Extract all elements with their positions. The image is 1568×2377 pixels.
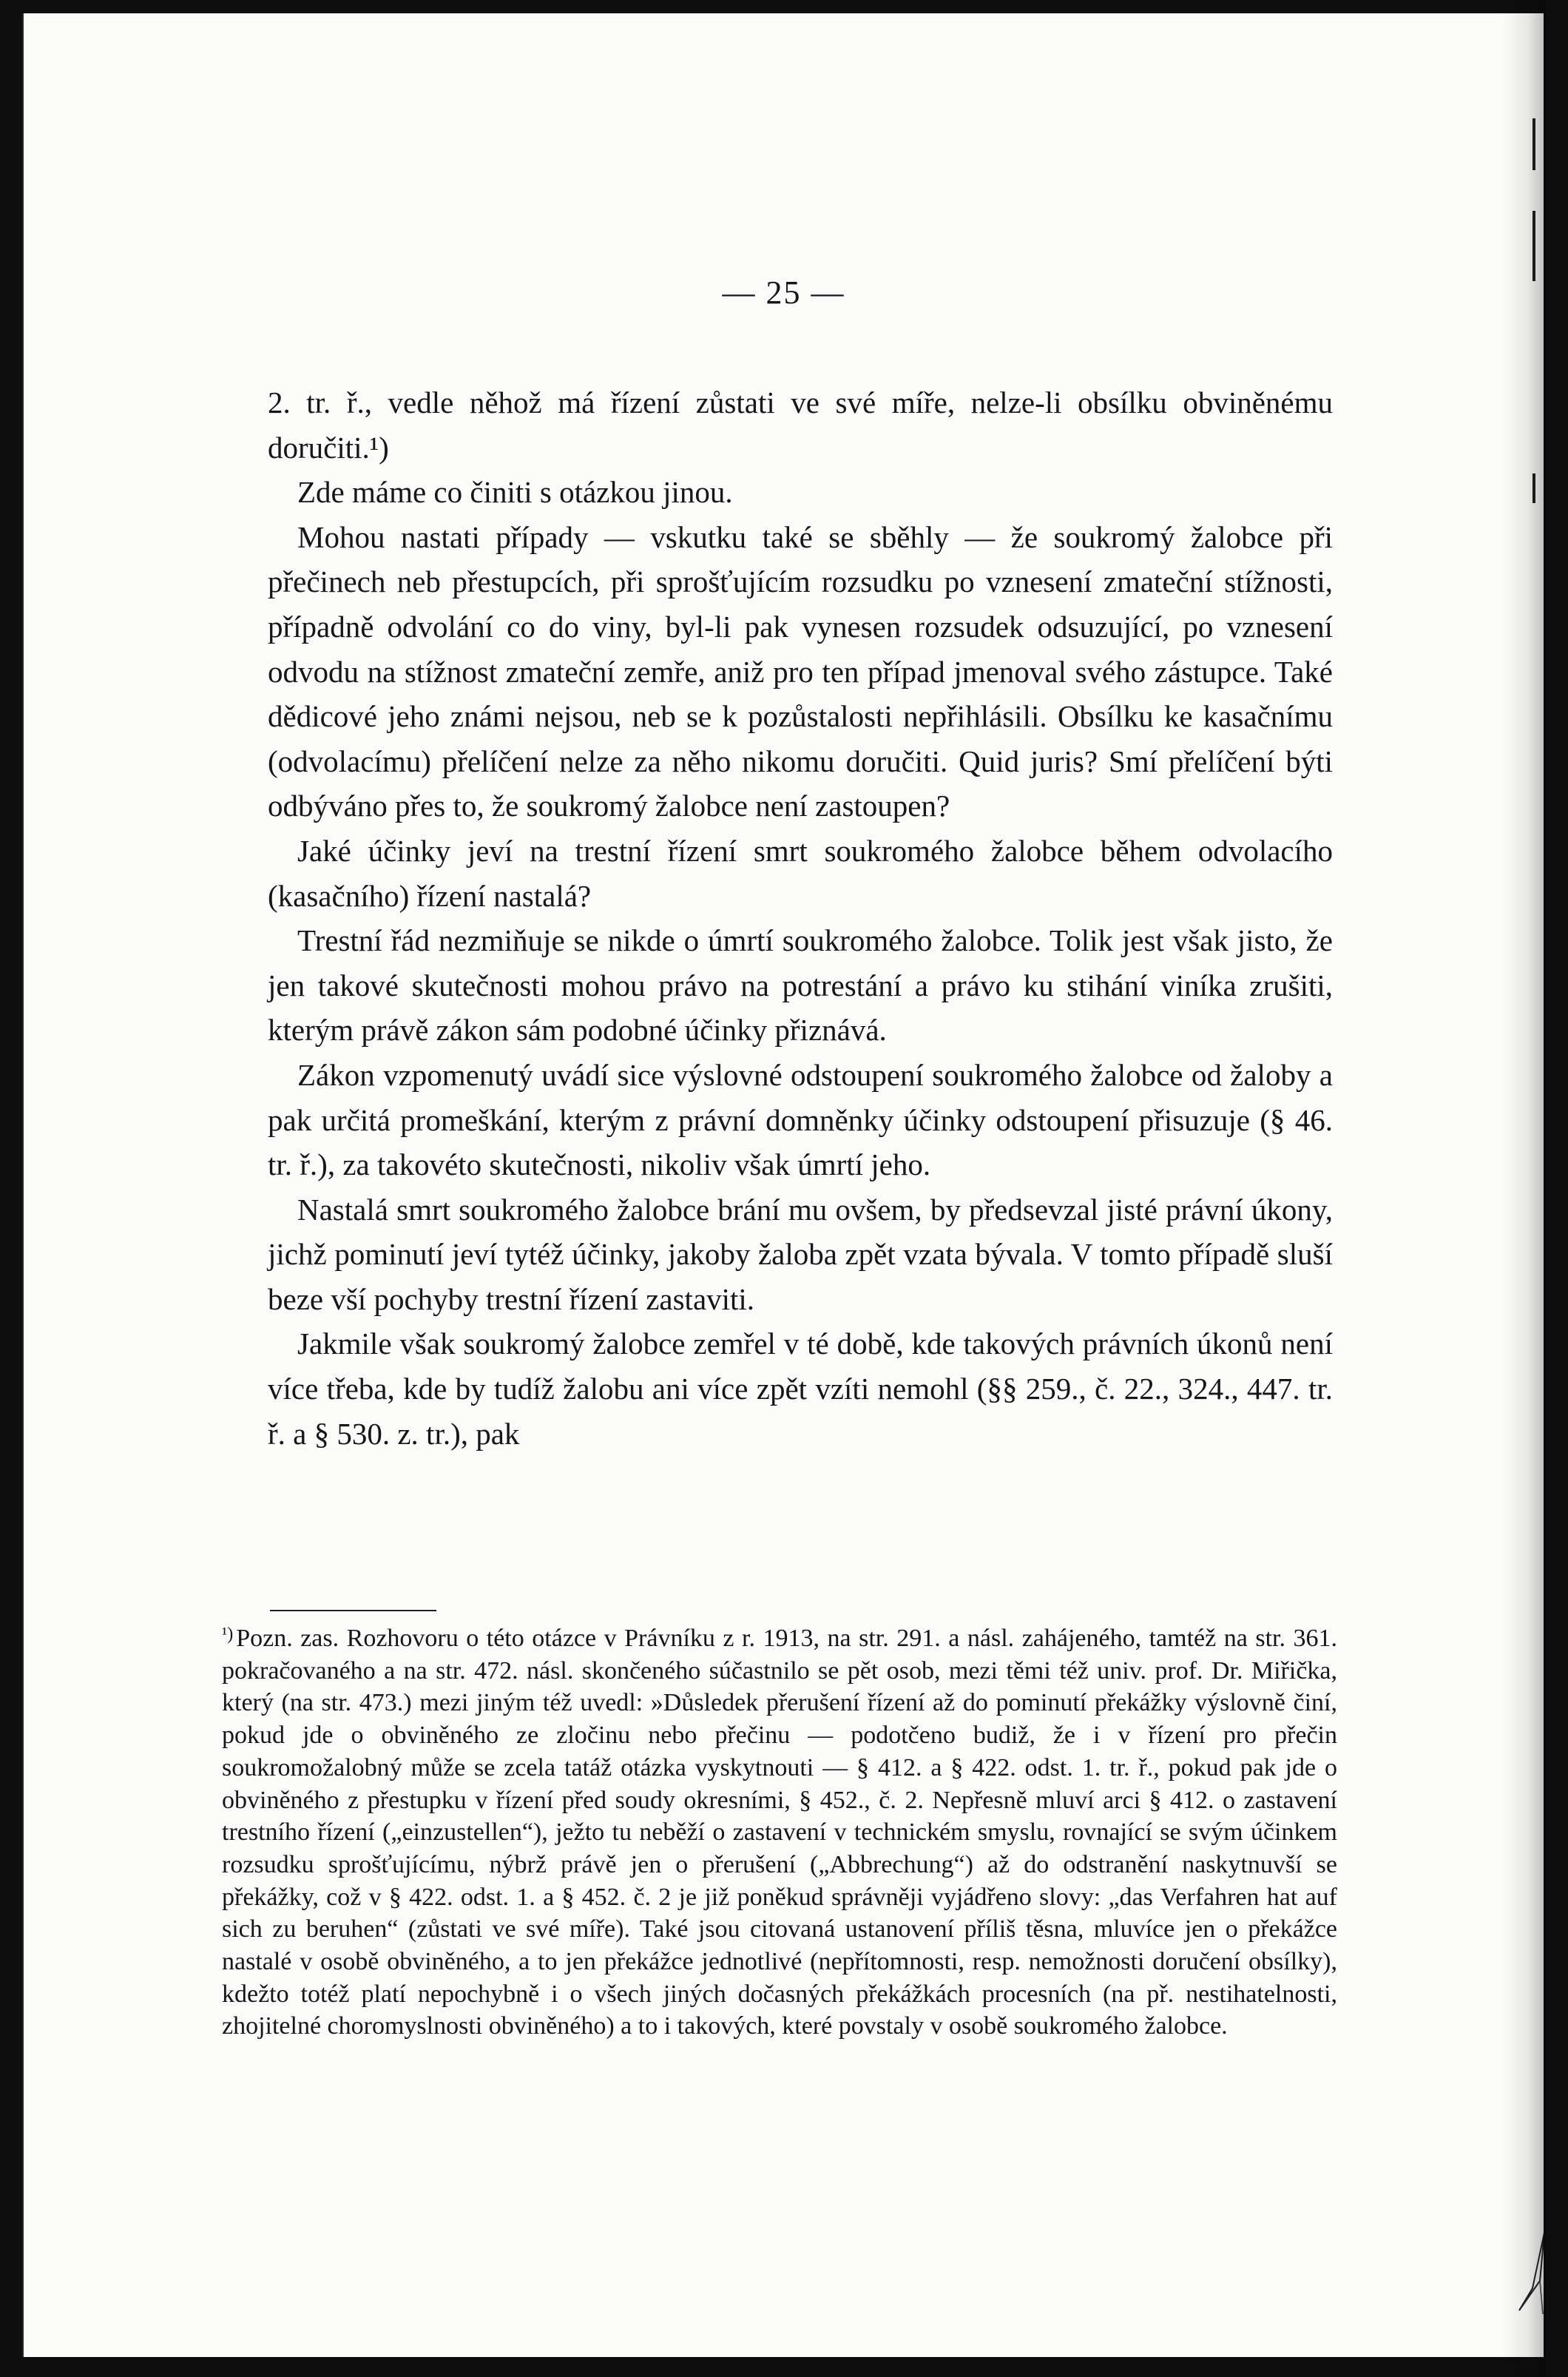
page-corner-fold-icon [1510,2229,1544,2318]
footnote-marker: ¹) [222,1625,234,1644]
paragraph: Jakmile však soukromý žalobce zemřel v té době, kde takových právních úkonů není více třeba, kde by tudíž žalobu ani více zpět vzíti nemohl (§§ 259., č. 22., 324., 447. tr. ř. a § 530. z. tr.), pak [268,1326,1333,1451]
footnote-separator [270,1610,436,1611]
paragraph: Nastalá smrt soukromého žalobce brání mu ovšem, by předsevzal jisté právní úkony, jichž pominutí jeví tytéž účinky, jakoby žaloba zpět vzata bývala. V tomto případě sluší beze vší pochyby trestní řízení zastaviti. [268,1192,1333,1316]
edge-mark [1532,211,1535,281]
scanned-page [22,13,1544,2357]
paragraph: Jaké účinky jeví na trestní řízení smrt soukromého žalobce během odvolacího (kasačního) řízení nastalá? [268,833,1333,913]
page-number: — 25 — [722,274,845,311]
body-text [268,380,1333,1456]
footnote-text: Pozn. zas. Rozhovoru o této otázce v Právníku z r. 1913, na str. 291. a násl. zahájeného, tamtéž na str. 361. pokračovaného a na str. 472. násl. skončeného súčastnilo se pět osob, mezi těmi též univ. prof. Dr. Miřička, který (na str. 473.) mezi jiným též uvedl: »Důsledek přerušení řízení až do pominutí překážky výslovně činí, pokud jde o obviněného ze zločinu nebo přečinu — podotčeno budiž, že i v řízení pro přečin soukromožalobný může se zcela tatáž otázka vyskytnouti — § 412. a § 422. odst. 1. tr. ř., pokud pak jde o obviněného z přestupku v řízení před soudy okresními, § 452., č. 2. Nepřesně mluví arci § 412. o zastavení trestního řízení („einzustellen“), ježto tu neběží o zastavení v technickém smyslu, rovnající se svým účinkem rozsudku sprošťujícímu, nýbrž právě jen o přerušení („Abbrechung“) až do odstranění naskytnuvší se překážky, což v § 422. odst. 1. a § 452. č. 2 je již poněkud správněji vyjádřeno slovy: „das Verfahren hat auf sich zu beruhen“ (zůstati ve své míře). Také jsou citovaná ustanovení příliš těsna, mluvíce jen o překážce nastalé v osobě obviněného, a to jen překážce jednotlivé (nepřítomnosti, resp. nemožnosti doručení obsílky), kdežto totéž platí nepochybně i o všech jiných dočasných překážkách procesních (na př. nestihatelnosti, zhojitelné choromyslnosti obviněného) a to i takových, které povstaly v osobě soukromého žalobce. [222,1625,1337,2040]
paragraph: Zákon vzpomenutý uvádí sice výslovné odstoupení soukromého žalobce od žaloby a pak určitá promeškání, kterým z právní domněnky účinky odstoupení přisuzuje (§ 46. tr. ř.), za takovéto skutečnosti, nikoliv však úmrtí jeho. [268,1057,1333,1182]
paragraph: Mohou nastati případy — vskutku také se sběhly — že soukromý žalobce při přečinech neb přestupcích, při sprošťujícím rozsudku po vznesení zmateční stížnosti, případně odvolání co do viny, byl-li pak vynesen rozsudek odsuzující, po vznesení odvodu na stížnost zmateční zemře, aniž pro ten případ jmenoval svého zástupce. Také dědicové jeho známi nejsou, neb se k pozůstalosti nepřihlásili. Obsílku ke kasačnímu (odvolacímu) přelíčení nelze za něho nikomu doručiti. Quid juris? Smí přelíčení býti odbýváno přes to, že soukromý žalobce není zastoupen? [268,519,1333,823]
footnote [222,1619,1337,2043]
paragraph: Zde máme co činiti s otázkou jinou. [297,475,733,510]
paragraph: Trestní řád nezmiňuje se nikde o úmrtí soukromého žalobce. Tolik jest však jisto, že jen takové skutečnosti mohou právo na potrestání a právo ku stihání viníka zrušiti, kterým právě zákon sám podobné účinky přiznává. [268,923,1333,1048]
edge-mark [1532,473,1535,503]
edge-mark [1532,118,1535,170]
paragraph-continuation: 2. tr. ř., vedle něhož má řízení zůstati ve své míře, nelze-li obsílku obviněnému doručiti.¹) [268,385,1333,465]
